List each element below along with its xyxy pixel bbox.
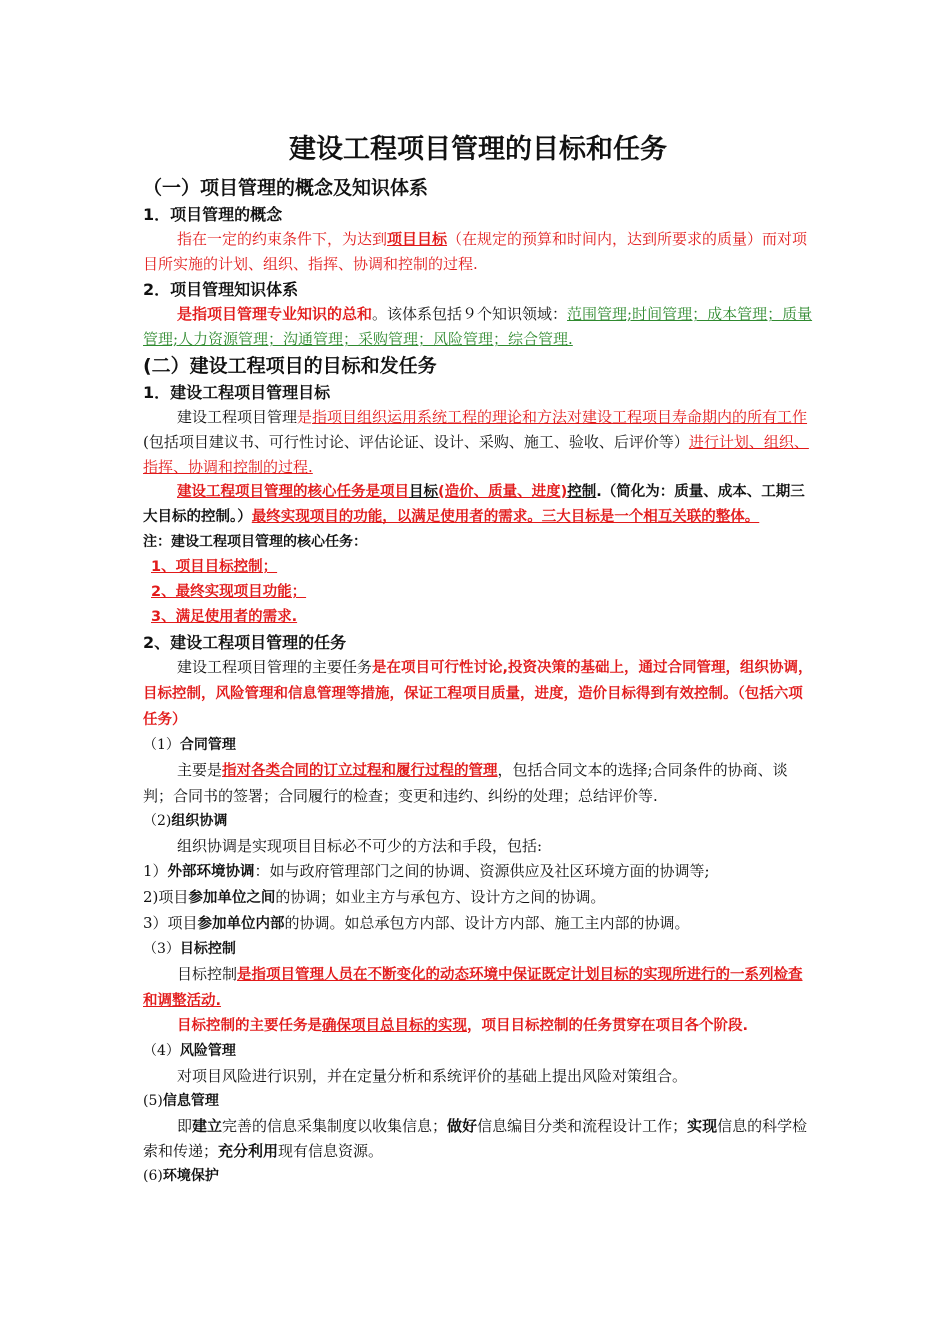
task-5-text-g: 信息的科学检索和传递； [143, 1117, 808, 1160]
task-2-line-1 [143, 859, 813, 885]
core-task-item: 2、最终实现项目功能； [151, 584, 307, 600]
task-2-line-3 [143, 911, 813, 937]
concept-paragraph [143, 227, 813, 277]
task-5-heading [143, 1089, 813, 1114]
concept-text-c: （在规定的预算和时间内，达到所要求的质量）而对项目所实施的计划、组织、指挥、协调和控制的过程. [143, 230, 808, 273]
subsection-2-2-heading: 2、建设工程项目管理的任务 [143, 633, 347, 652]
task-2-line-2-a: 2)项目 [143, 888, 189, 906]
task-2-line-1-a: 1） [143, 862, 168, 880]
task-2-line-2-c: 的协调；如业主方与承包方、设计方之间的协调。 [275, 888, 606, 906]
task-1-text-b: 指对各类合同的订立过程和履行过程的管理 [222, 763, 498, 779]
goal-text-b: 是 [297, 408, 313, 426]
subsection-2-1-heading: 1．建设工程项目管理目标 [143, 383, 331, 402]
goal-text-d: (包括项目建议书、可行性讨论、评估论证、设计、采购、施工、验收、后评价等） [143, 433, 689, 451]
task-6-title: 环境保护 [162, 1168, 219, 1184]
task-5-title: 信息管理 [162, 1093, 219, 1109]
task-1-number: （1） [143, 737, 180, 753]
task-3-number: （3） [143, 941, 180, 957]
task-4-paragraph: 对项目风险进行识别，并在定量分析和系统评价的基础上提出风险对策组合。 [177, 1067, 688, 1085]
task-2-line-2-b: 参加单位之间 [188, 890, 276, 906]
task-1-heading [143, 733, 813, 758]
tasks-text-b: 是在项目可行性讨论,投资决策的基础上，通过合同管理，组织协调，目标控制，风险管理和信息管理等措施，保证工程项目质量，进度，造价目标得到有效控制。（包括六项任务） [143, 660, 813, 728]
task-3-title: 目标控制 [179, 941, 236, 957]
goal-text-c: 指项目组织运用系统工程的理论和方法对建设工程项目寿命期内的所有工作 [312, 408, 808, 426]
task-5-text-b: 建立 [192, 1117, 223, 1135]
task-2-title: 组织协调 [171, 813, 228, 829]
task-3-heading [143, 937, 813, 962]
task-5-text-a: 即 [177, 1117, 193, 1135]
task-2-line-3-a: 3）项目 [143, 914, 198, 932]
task-2-line-3-c: 的协调。如总承包方内部、设计方内部、施工主内部的协调。 [284, 914, 690, 932]
document-title: 建设工程项目管理的目标和任务 [289, 134, 667, 165]
task-5-text-c: 完善的信息采集制度以收集信息； [222, 1117, 448, 1135]
knowledge-areas: 范围管理;时间管理；成本管理；质量管理;人力资源管理；沟通管理；采购管理；风险管理；综合管理. [143, 305, 813, 348]
tasks-text-a: 建设工程项目管理的主要任务 [177, 658, 373, 676]
task-3-paragraph-2 [143, 1014, 813, 1039]
task-3-text-c: 目标控制的主要任务是 [177, 1018, 322, 1034]
knowledge-text-b: 。该体系包括９个知识领域： [372, 305, 568, 323]
task-5-text-i: 现有信息资源。 [278, 1142, 384, 1160]
subsection-1-1-heading: 1．项目管理的概念 [143, 205, 283, 224]
task-5-text-f: 实现 [687, 1117, 718, 1135]
goal-paragraph-1 [143, 405, 813, 480]
task-2-heading [143, 809, 813, 834]
knowledge-paragraph [143, 302, 813, 352]
core-task-item: 1、项目目标控制； [151, 559, 278, 575]
task-2-line-3-b: 参加单位内部 [197, 916, 285, 932]
task-3-paragraph-1 [143, 962, 813, 1014]
task-2-line-1-b: 外部环境协调 [167, 864, 255, 880]
task-1-paragraph [143, 758, 813, 809]
core-task-text-e: .（简化为：质量、成本、工期三大目标的控制。） [143, 484, 805, 525]
concept-text-a: 指在一定的约束条件下，为达到 [177, 230, 388, 248]
task-3-text-b: 是指项目管理人员在不断变化的动态环境中保证既定计划目标的实现所进行的一系列检查和调整活动. [143, 967, 803, 1009]
core-task-text-f: 最终实现项目的功能，以满足使用者的需求。三大目标是一个相互关联的整体。 [251, 509, 760, 525]
task-5-paragraph [143, 1114, 813, 1164]
task-2-number: （2) [143, 813, 172, 829]
task-2-intro: 组织协调是实现项目目标必不可少的方法和手段，包括: [177, 837, 543, 855]
task-6-heading [143, 1164, 813, 1189]
task-5-number: (5) [143, 1093, 163, 1109]
task-3-text-d: 确保项目总目标的实现 [322, 1018, 467, 1034]
task-1-text-c: ，包括合同文本的选择;合同条件的协商、谈判；合同书的签署；合同履行的检查；变更和违约、纠纷的处理；总结评价等. [143, 761, 788, 805]
task-6-number: (6) [143, 1168, 163, 1184]
task-4-heading [143, 1039, 813, 1064]
tasks-paragraph [143, 655, 813, 733]
core-task-note: 注：建设工程项目管理的核心任务： [143, 534, 367, 550]
goal-paragraph-2 [143, 480, 813, 530]
core-task-text-d: 控制 [567, 484, 597, 500]
task-4-number: （4） [143, 1043, 180, 1059]
goal-text-a: 建设工程项目管理 [177, 408, 298, 426]
concept-text-b: 项目目标 [387, 230, 448, 248]
task-4-title: 风险管理 [179, 1043, 236, 1059]
task-3-text-a: 目标控制 [177, 965, 238, 983]
goal-text-e: 进行计划、组织、指挥、协调和控制的过程. [143, 433, 809, 476]
task-2-line-2 [143, 885, 813, 911]
task-5-text-h: 充分利用 [218, 1142, 279, 1160]
section-1-heading: （一）项目管理的概念及知识体系 [143, 177, 429, 199]
document-body [143, 130, 813, 1189]
task-5-text-d: 做好 [447, 1117, 478, 1135]
task-2-line-1-c: ：如与政府管理部门之间的协调、资源供应及社区环境方面的协调等; [254, 862, 710, 880]
core-task-item: 3、满足使用者的需求. [151, 609, 298, 625]
task-3-text-e: ，项目目标控制的任务贯穿在项目各个阶段. [467, 1018, 749, 1034]
task-5-text-e: 信息编目分类和流程设计工作； [477, 1117, 688, 1135]
section-2-heading: (二）建设工程项目的目标和发任务 [143, 355, 437, 377]
core-task-text-c: (造价、质量、进度) [438, 484, 568, 500]
core-task-text-b: 目标 [409, 484, 438, 500]
task-1-title: 合同管理 [179, 737, 236, 753]
knowledge-text-a: 是指项目管理专业知识的总和 [177, 305, 373, 323]
subsection-1-2-heading: 2．项目管理知识体系 [143, 280, 299, 299]
core-task-text-a: 建设工程项目管理的核心任务是项目 [177, 484, 409, 500]
task-1-text-a: 主要是 [177, 761, 223, 779]
